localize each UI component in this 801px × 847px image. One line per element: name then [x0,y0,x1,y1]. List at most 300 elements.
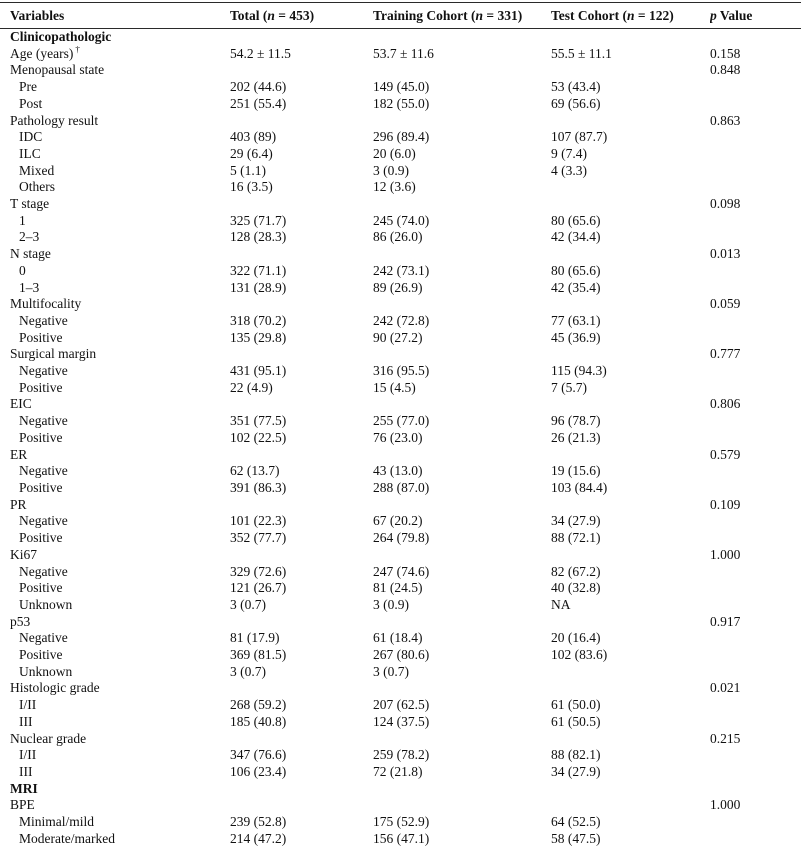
header-training-n: n [475,7,484,23]
variable-label: Others [19,179,55,195]
variable-label: Negative [19,630,68,646]
variable-cell [0,580,230,597]
header-total-post: = 453) [274,7,315,23]
test-cohort-cell: 58 (47.5) [551,830,601,846]
header-p-value [710,3,801,29]
test-cohort-cell [551,547,710,564]
table-row [0,597,801,614]
variable-label: p53 [10,613,31,629]
p-value-cell: 0.863 [710,112,741,128]
total-cell: 3 (0.7) [230,663,266,679]
table-row [0,79,801,96]
p-value-cell [710,831,801,847]
total-cell [230,447,373,464]
table-row [0,547,801,564]
variable-cell [0,296,230,313]
training-cohort-cell: 316 (95.5) [373,363,430,379]
test-cohort-cell [551,497,710,514]
variable-label: Nuclear grade [10,730,87,746]
p-value-cell [710,630,801,647]
variable-label: Negative [19,563,68,579]
table-row [0,229,801,246]
variable-cell [0,447,230,464]
test-cohort-cell: 69 (56.6) [551,95,601,111]
training-cohort-cell: 90 (27.2) [373,329,423,345]
training-cohort-cell [373,396,551,413]
variable-label: Positive [19,329,63,345]
p-value-cell [710,664,801,681]
table-row [0,413,801,430]
total-cell: 106 (23.4) [230,763,287,779]
variable-label: Ki67 [10,546,37,562]
table-row [0,480,801,497]
variable-cell [0,179,230,196]
training-cohort-cell [373,346,551,363]
table-row [0,146,801,163]
variable-cell [0,797,230,814]
variable-label: Positive [19,379,63,395]
table-row [0,363,801,380]
test-cohort-cell: 53 (43.4) [551,79,601,95]
table-header [0,3,801,29]
variable-cell [0,647,230,664]
total-cell: 16 (3.5) [230,179,273,195]
variable-cell [0,146,230,163]
p-value-cell: 0.109 [710,496,741,512]
variable-label: Pathology result [10,112,99,128]
table-row [0,497,801,514]
variable-label: Negative [19,463,68,479]
variable-cell [0,597,230,614]
total-cell [230,614,373,631]
table-row [0,513,801,530]
header-p-post: Value [716,7,753,23]
total-cell: 352 (77.7) [230,530,287,546]
training-cohort-cell: 267 (80.6) [373,647,430,663]
total-cell [230,396,373,413]
table-row [0,580,801,597]
test-cohort-cell: 42 (34.4) [551,229,601,245]
table-row [0,680,801,697]
header-total [230,3,373,29]
training-cohort-cell: 89 (26.9) [373,279,423,295]
p-value-cell: 0.806 [710,396,741,412]
test-cohort-cell [551,680,710,697]
training-cohort-cell: 247 (74.6) [373,563,430,579]
total-cell [230,797,373,814]
variable-cell [0,380,230,397]
total-cell: 325 (71.7) [230,212,287,228]
table-row [0,263,801,280]
total-cell: 185 (40.8) [230,713,287,729]
variable-label: T stage [10,196,50,212]
total-cell [230,113,373,130]
training-cohort-cell [373,680,551,697]
training-cohort-cell [373,731,551,748]
p-value-cell [710,413,801,430]
total-cell [230,731,373,748]
test-cohort-cell: 34 (27.9) [551,513,601,529]
training-cohort-cell [373,614,551,631]
test-cohort-cell: 42 (35.4) [551,279,601,295]
variable-label: EIC [10,396,32,412]
total-cell: 351 (77.5) [230,413,287,429]
table-row [0,697,801,714]
training-cohort-cell: 3 (0.7) [373,663,409,679]
training-cohort-cell: 242 (73.1) [373,262,430,278]
header-row [0,3,801,29]
table-row [0,113,801,130]
training-cohort-cell: 242 (72.8) [373,312,430,328]
variable-label: 1–3 [19,279,40,295]
test-cohort-cell: 88 (72.1) [551,530,601,546]
p-value-cell [710,146,801,163]
test-cohort-cell: 80 (65.6) [551,262,601,278]
p-value-cell: 0.917 [710,613,741,629]
variable-label: PR [10,496,27,512]
test-cohort-cell: 40 (32.8) [551,580,601,596]
variable-label: Mixed [19,162,55,178]
total-cell: 322 (71.1) [230,262,287,278]
p-value-cell [710,313,801,330]
training-cohort-cell [373,29,551,46]
header-test-n: n [627,7,635,23]
test-cohort-cell: 55.5 ± 11.1 [551,45,612,61]
training-cohort-cell: 76 (23.0) [373,429,423,445]
table-row [0,747,801,764]
variable-cell [0,731,230,748]
variable-cell [0,564,230,581]
training-cohort-cell [373,62,551,79]
test-cohort-cell: 96 (78.7) [551,413,601,429]
total-cell: 369 (81.5) [230,647,287,663]
variable-label: Negative [19,513,68,529]
variable-label: Clinicopathologic [10,29,112,44]
total-cell [230,547,373,564]
header-total-pre: Total ( [230,7,268,23]
test-cohort-cell: 26 (21.3) [551,429,601,445]
variable-label: 2–3 [19,229,40,245]
test-cohort-cell: 115 (94.3) [551,363,607,379]
variable-label: BPE [10,797,35,813]
variable-cell [0,430,230,447]
table-row [0,530,801,547]
test-cohort-cell [551,797,710,814]
p-value-cell [710,647,801,664]
total-cell [230,296,373,313]
total-cell: 391 (86.3) [230,479,287,495]
test-cohort-cell: 102 (83.6) [551,647,608,663]
total-cell: 214 (47.2) [230,830,287,846]
p-value-cell [710,580,801,597]
total-cell: 101 (22.3) [230,513,287,529]
header-training-cohort [373,3,551,29]
variable-label: Age (years) [10,45,74,61]
training-cohort-cell [373,246,551,263]
table-row [0,647,801,664]
p-value-cell: 0.098 [710,196,741,212]
p-value-cell [710,764,801,781]
table-row [0,330,801,347]
variable-cell [0,831,230,847]
test-cohort-cell: 61 (50.0) [551,697,601,713]
test-cohort-cell [551,246,710,263]
variable-cell [0,630,230,647]
training-cohort-cell [373,113,551,130]
p-value-cell: 1.000 [710,546,741,562]
total-cell: 135 (29.8) [230,329,287,345]
training-cohort-cell: 259 (78.2) [373,747,430,763]
test-cohort-cell: 103 (84.4) [551,479,608,495]
table-row [0,564,801,581]
p-value-cell [710,330,801,347]
variable-cell [0,62,230,79]
variable-cell [0,697,230,714]
table-row [0,163,801,180]
total-cell: 329 (72.6) [230,563,287,579]
table-row [0,396,801,413]
table-row [0,213,801,230]
total-cell: 29 (6.4) [230,145,273,161]
total-cell: 239 (52.8) [230,814,287,830]
training-cohort-cell [373,196,551,213]
training-cohort-cell [373,781,551,798]
total-cell: 131 (28.9) [230,279,287,295]
total-cell: 121 (26.7) [230,580,287,596]
variable-label: Negative [19,363,68,379]
table-row [0,447,801,464]
variable-label: Minimal/mild [19,814,95,830]
total-cell [230,196,373,213]
header-variables-text: Variables [10,7,65,23]
header-training-post: = 331) [483,7,523,23]
total-cell [230,781,373,798]
training-cohort-cell: 53.7 ± 11.6 [373,45,434,61]
variable-label: Surgical margin [10,346,97,362]
training-cohort-cell [373,797,551,814]
test-cohort-cell [551,396,710,413]
variable-cell [0,413,230,430]
test-cohort-cell: 64 (52.5) [551,814,601,830]
table-row [0,831,801,847]
variable-cell [0,614,230,631]
variable-label: ER [10,446,28,462]
test-cohort-cell: 7 (5.7) [551,379,587,395]
test-cohort-cell [551,614,710,631]
variable-cell [0,513,230,530]
variable-cell [0,163,230,180]
test-cohort-cell: 107 (87.7) [551,129,608,145]
table-row [0,179,801,196]
variable-label: Positive [19,530,63,546]
p-value-cell [710,229,801,246]
variable-label: Histologic grade [10,680,100,696]
table-row [0,96,801,113]
test-cohort-cell: 9 (7.4) [551,145,587,161]
table-row [0,814,801,831]
variable-label: Positive [19,429,63,445]
p-value-cell [710,430,801,447]
test-cohort-cell: NA [551,596,571,612]
variable-label: 1 [19,212,26,228]
variable-cell [0,129,230,146]
variable-cell [0,313,230,330]
training-cohort-cell: 81 (24.5) [373,580,423,596]
test-cohort-cell [551,781,710,798]
table-row [0,664,801,681]
variable-label: Positive [19,647,63,663]
total-cell: 403 (89) [230,129,277,145]
variable-cell [0,330,230,347]
dagger-symbol: † [75,45,80,55]
p-value-cell [710,513,801,530]
p-value-cell [710,380,801,397]
total-cell: 3 (0.7) [230,596,266,612]
table-row [0,731,801,748]
p-value-cell [710,213,801,230]
p-value-cell: 0.158 [710,45,741,61]
p-value-cell [710,597,801,614]
table-row [0,430,801,447]
variable-label: Moderate/marked [19,830,115,846]
test-cohort-cell [551,113,710,130]
test-cohort-cell: 88 (82.1) [551,747,601,763]
test-cohort-cell [551,346,710,363]
variable-label: III [19,713,33,729]
training-cohort-cell: 15 (4.5) [373,379,416,395]
variable-cell [0,781,230,798]
total-cell [230,62,373,79]
p-value-cell [710,280,801,297]
variable-cell [0,463,230,480]
variable-cell [0,346,230,363]
variable-label: Post [19,95,43,111]
cohort-characteristics-table [0,2,801,847]
training-cohort-cell: 175 (52.9) [373,814,430,830]
p-value-cell [710,29,801,46]
test-cohort-cell [551,447,710,464]
table-row [0,614,801,631]
header-training-pre: Training Cohort ( [373,7,476,23]
table-row [0,797,801,814]
training-cohort-cell: 124 (37.5) [373,713,430,729]
header-test-cohort [551,3,710,29]
table-body [0,29,801,847]
variable-cell [0,29,230,46]
p-value-cell [710,363,801,380]
variable-cell [0,280,230,297]
variable-label: I/II [19,747,37,763]
table-row [0,781,801,798]
p-value-cell: 0.059 [710,296,741,312]
training-cohort-cell: 12 (3.6) [373,179,416,195]
total-cell: 54.2 ± 11.5 [230,45,291,61]
variable-label: Positive [19,479,63,495]
total-cell [230,29,373,46]
p-value-cell [710,564,801,581]
variable-cell [0,664,230,681]
variable-cell [0,363,230,380]
header-p-italic: p [710,7,717,23]
table-row [0,313,801,330]
p-value-cell [710,463,801,480]
test-cohort-cell [551,179,710,196]
training-cohort-cell: 207 (62.5) [373,697,430,713]
p-value-cell [710,814,801,831]
variable-label: Negative [19,413,68,429]
header-test-post: = 122) [634,7,674,23]
variable-label: N stage [10,246,51,262]
total-cell: 81 (17.9) [230,630,280,646]
test-cohort-cell: 77 (63.1) [551,312,601,328]
variable-cell [0,547,230,564]
header-total-n: n [267,7,275,23]
total-cell: 5 (1.1) [230,162,266,178]
total-cell: 268 (59.2) [230,697,287,713]
training-cohort-cell: 61 (18.4) [373,630,423,646]
variable-label: Unknown [19,596,73,612]
variable-label: ILC [19,145,41,161]
total-cell: 102 (22.5) [230,429,287,445]
variable-cell [0,680,230,697]
p-value-cell [710,79,801,96]
training-cohort-cell: 264 (79.8) [373,530,430,546]
training-cohort-cell: 67 (20.2) [373,513,423,529]
variable-cell [0,96,230,113]
variable-label: Pre [19,79,37,95]
training-cohort-cell [373,447,551,464]
variable-cell [0,530,230,547]
total-cell: 251 (55.4) [230,95,287,111]
variable-label: IDC [19,129,43,145]
table-row [0,29,801,46]
table-row [0,280,801,297]
test-cohort-cell: 20 (16.4) [551,630,601,646]
p-value-cell [710,129,801,146]
test-cohort-cell: 80 (65.6) [551,212,601,228]
variable-label: Menopausal state [10,62,105,78]
training-cohort-cell: 156 (47.1) [373,830,430,846]
p-value-cell [710,747,801,764]
training-cohort-cell [373,547,551,564]
p-value-cell [710,697,801,714]
p-value-cell [710,263,801,280]
test-cohort-cell [551,664,710,681]
p-value-cell [710,714,801,731]
variable-label: Multifocality [10,296,82,312]
variable-cell [0,814,230,831]
test-cohort-cell: 82 (67.2) [551,563,601,579]
p-value-cell: 0.777 [710,346,741,362]
table-row [0,296,801,313]
total-cell: 22 (4.9) [230,379,273,395]
variable-label: Unknown [19,663,73,679]
training-cohort-cell: 296 (89.4) [373,129,430,145]
test-cohort-cell: 34 (27.9) [551,763,601,779]
training-cohort-cell: 245 (74.0) [373,212,430,228]
total-cell: 62 (13.7) [230,463,280,479]
test-cohort-cell: 4 (3.3) [551,162,587,178]
variable-cell [0,229,230,246]
table-row [0,129,801,146]
variable-cell [0,497,230,514]
total-cell: 347 (76.6) [230,747,287,763]
variable-cell [0,263,230,280]
variable-cell [0,480,230,497]
training-cohort-cell [373,497,551,514]
total-cell [230,346,373,363]
variable-label: Negative [19,312,68,328]
